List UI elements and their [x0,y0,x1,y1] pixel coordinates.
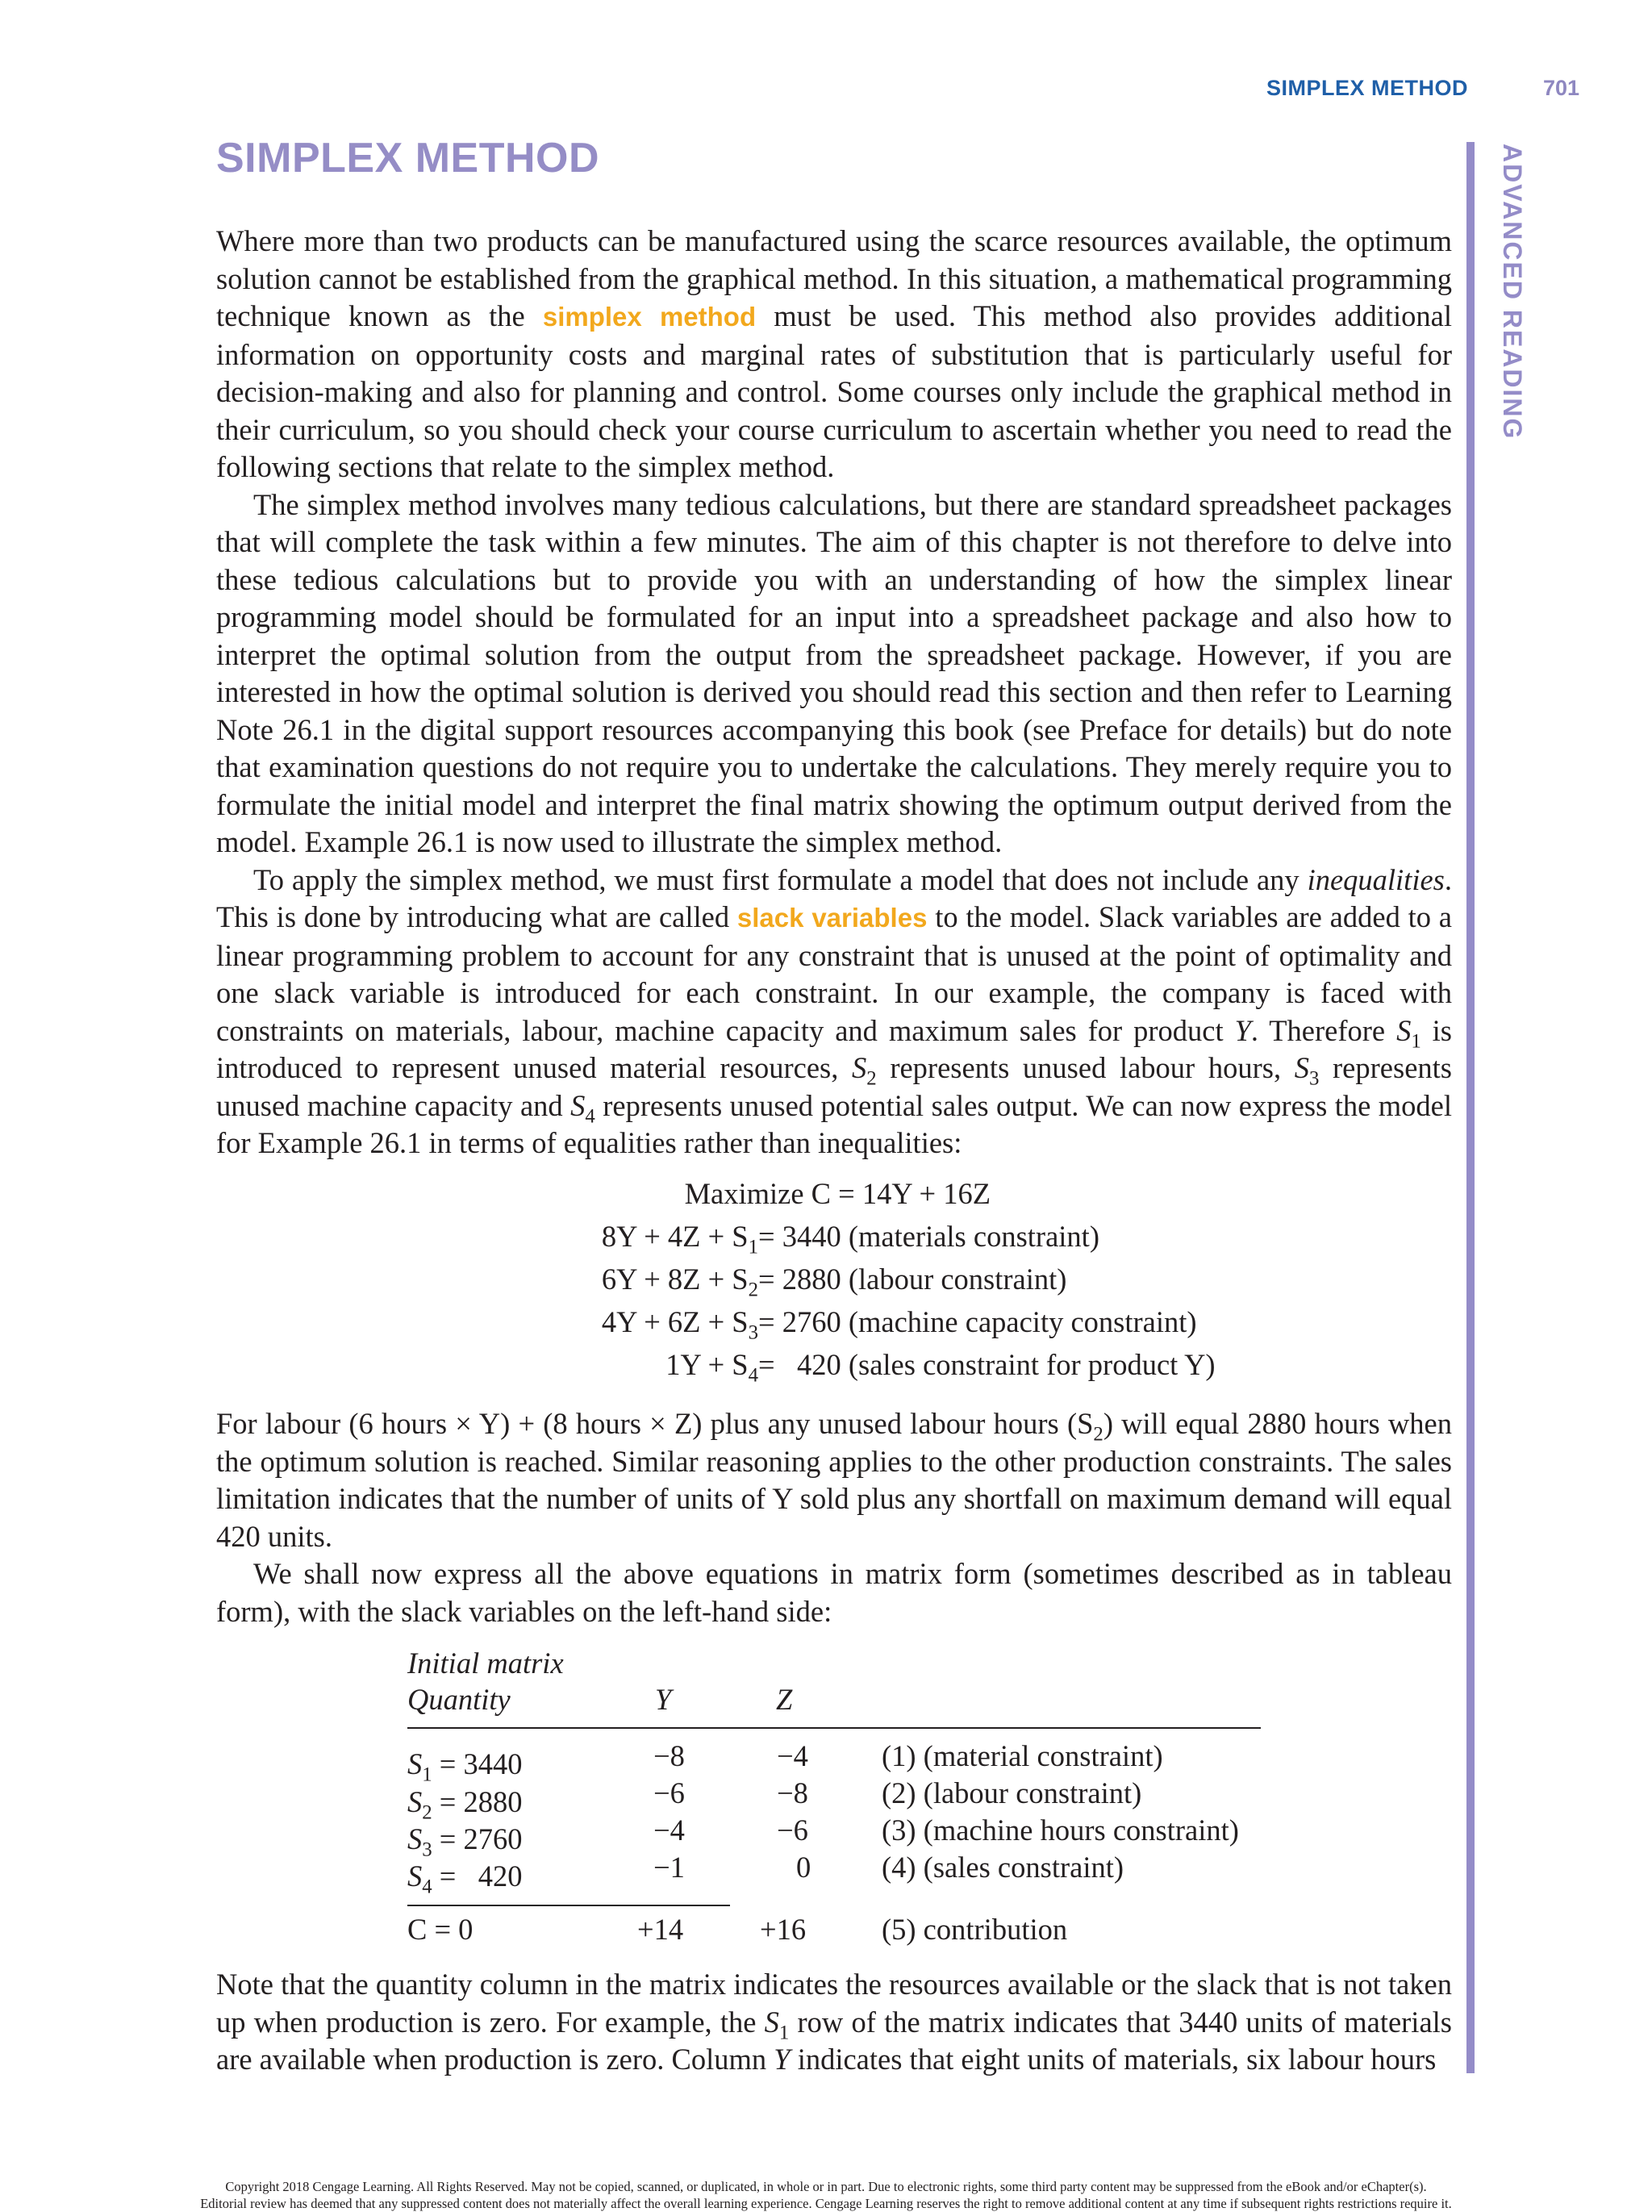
total-note: (5) contribution [882,1913,1068,1946]
equation-row [0,1215,1652,1258]
header-z: Z [776,1683,793,1716]
matrix-row-note: (2) (labour constraint) [882,1776,1142,1809]
equation-rhs: = 2880 (labour constraint) [758,1263,1067,1296]
paragraph-5: We shall now express all the above equations in matrix form (sometimes described as in tableau form), with the slack variables on the left-hand side: [216,1557,1452,1628]
matrix-cell-z: −8 [777,1776,808,1809]
matrix-cell-z: −6 [777,1813,808,1847]
section-title: SIMPLEX METHOD [216,135,600,182]
paragraph-1: Where more than two products can be manufactured using the scarce resources available, the optimum solution cannot be established from the graphical method. In this situation, a mathematical programming technique known as the simplex method must be used. This method also provides additional information on opportunity costs and marginal rates of substitution that is particularly useful for decision-making and also for planning and control. Some courses only include the graphical method in their curriculum, so you should check your course curriculum to ascertain whether you need to read the following sections that relate to the simplex method. [216,224,1452,483]
equation-lhs: $6Y + 8Z + S_2$ [601,1263,758,1301]
header-rule [407,1727,1261,1729]
paragraph-3: To apply the simplex method, we must first formulate a model that does not include any inequalities. This is done by introducing what are called slack variables to the model. Slack variables are added to a linear programming problem to account for any constraint that is unused at the point of optimality and one slack variable is introduced for each constraint. In our example, the company is faced with constraints on materials, labour, machine capacity and maximum sales for product Y. Therefore $S_1$ is introduced to represent unused material resources, $S_2$ represents unused labour hours, $S_3$ represents unused machine capacity and $S_4$ represents unused potential sales output. We can now express the model for Example 26.1 in terms of equalities rather than inequalities: [216,862,1452,1159]
matrix-row-note: (3) (machine hours constraint) [882,1813,1239,1847]
matrix-row-label: $S_2 = 2880$ [407,1785,523,1824]
equation-row [0,1343,1652,1386]
matrix-cell-y: −1 [653,1851,685,1884]
footer-line-1: Copyright 2018 Cengage Learning. All Rights Reserved. May not be copied, scanned, or duplicated, in whole or in part. Due to electronic rights, some third party content may be suppressed from the eBook and/or eChapter(s). [225,2179,1427,2194]
keyword-slack-variables: slack variables [736,903,928,933]
equation-rhs: = 3440 (materials constraint) [758,1220,1099,1253]
equation-row [0,1258,1652,1300]
paragraph-6: Note that the quantity column in the matrix indicates the resources available or the slack that is not taken up when production is zero. For example, the $S_1$ row of the matrix indicates that 3440 units of materials are available when production is zero. Column Y indicates that eight units of materials, six labour hours [216,1968,1452,2076]
matrix-cell-y: −4 [653,1813,685,1847]
body-block-1 [216,223,1452,1162]
matrix-cell-z: 0 [796,1851,811,1884]
paragraph-2: The simplex method involves many tedious calculations, but there are standard spreadsheet packages that will complete the task within a few minutes. The aim of this chapter is not therefore to delve into these tedious calculations but to provide you with an understanding of how the simplex linear programming model should be formulated for an input into a spreadsheet package and also how to interpret the optimal solution from the output from the spreadsheet package. However, if you are interested in how the optimal solution is derived you should read this section and then refer to Learning Note 26.1 in the digital support resources accompanying this book (see Preface for details) but do note that examination questions do not require you to undertake the calculations. They merely require you to formulate the initial model and interpret the final matrix showing the optimum output derived from the model. Example 26.1 is now used to illustrate the simplex method. [216,487,1452,858]
total-label: C = 0 [407,1913,473,1946]
body-block-3 [216,1966,1452,2079]
matrix-row-label: $S_4 = 420$ [407,1859,523,1898]
equation-rhs: = 420 (sales constraint for product Y) [758,1348,1216,1381]
total-y: +14 [637,1913,684,1946]
objective-row [0,1172,1652,1215]
matrix-caption: Initial matrix [407,1646,564,1680]
footer-line-2: Editorial review has deemed that any suppressed content does not materially affect the overall learning experience. Cengage Learning reserves the right to remove additional content at any time if subsequent rights restrictions require it. [200,2196,1452,2211]
header-quantity: Quantity [407,1683,511,1716]
matrix-cell-y: −6 [653,1776,685,1809]
copyright-footer [0,2178,1652,2212]
running-header: SIMPLEX METHOD [1266,76,1468,100]
total-rule [407,1905,730,1906]
total-z: +16 [760,1913,807,1946]
body-block-2 [216,1405,1452,1630]
objective-function: Maximize C = 14Y + 16Z [684,1177,991,1210]
side-label-text: ADVANCED READING [1498,144,1527,440]
header-y: Y [655,1683,672,1716]
equation-row [0,1300,1652,1343]
side-accent-bar [1466,142,1475,2073]
keyword-simplex-method: simplex method [542,302,757,332]
matrix-row-note: (4) (sales constraint) [882,1851,1124,1884]
equation-lhs: $4Y + 6Z + S_3$ [601,1305,758,1344]
matrix-row-label: $S_3 = 2760$ [407,1822,523,1861]
equation-lhs: $1Y + S_4$ [665,1348,758,1387]
equation-rhs: = 2760 (machine capacity constraint) [758,1305,1197,1338]
matrix-row-note: (1) (material constraint) [882,1739,1163,1772]
equation-lhs: $8Y + 4Z + S_1$ [601,1220,758,1258]
matrix-cell-z: −4 [777,1739,808,1772]
matrix-row-label: $S_1 = 3440$ [407,1747,523,1786]
page-number: 701 [1542,76,1579,100]
matrix-cell-y: −8 [653,1739,685,1772]
paragraph-4: For labour (6 hours × Y) + (8 hours × Z) plus any unused labour hours $(S_2)$ will equal 2880 hours when the optimum solution is reached. Similar reasoning applies to the other production constraints. The sales limitation indicates that the number of units of Y sold plus any shortfall on maximum demand will equal 420 units. [216,1407,1452,1553]
side-label [1497,144,1529,466]
